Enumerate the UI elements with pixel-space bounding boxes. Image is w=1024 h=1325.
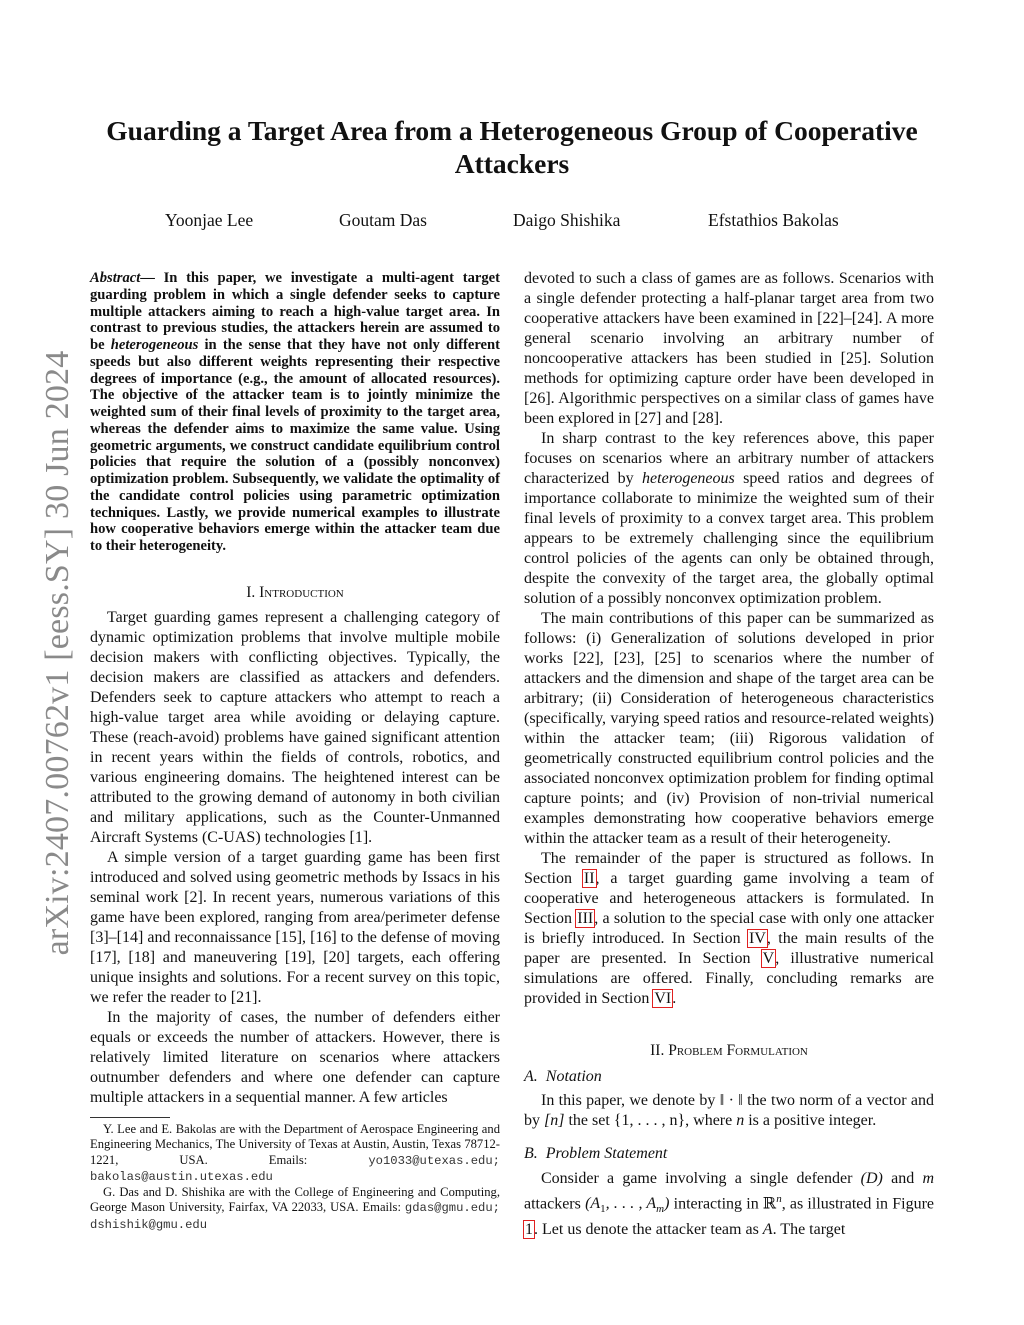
math: , . . . , A [605,1195,657,1213]
abstract [90,270,500,555]
section-link-iv[interactable]: IV [749,930,766,947]
email-links[interactable]: yo1033@utexas.edu; bakolas@austin.utexas.edu [90,1153,500,1184]
paragraph [524,849,934,1009]
math: 1 [600,1203,606,1216]
figure-link-1[interactable]: 1 [525,1220,533,1238]
affiliation-text: G. Das and D. Shishika are with the College of Engineering and Computing, George Mason University, Fairfax, VA 22033, USA. Emails: [90,1185,500,1215]
text: Consider a game involving a single defender [541,1170,861,1187]
footnote-affiliation [90,1122,500,1185]
arxiv-stamp: arXiv:2407.00762v1 [eess.SY] 30 Jun 2024 [39,350,76,956]
affiliation-text: Y. Lee and E. Bakolas are with the Department of Aerospace Engineering and Engineering Mechanics, The University of Texas at Austin, Austin, Texas 78712-1221, USA. Emails: [90,1122,500,1167]
text: In sharp contrast to the key references above, this paper focuses on scenarios where an arbitrary number of attackers characterized by [524,430,934,487]
email-links[interactable]: gdas@gmu.edu; dshishik@gmu.edu [90,1201,500,1232]
paragraph: In the majority of cases, the number of defenders either equals or exceeds the number of attackers. However, there is relatively limited literature on scenarios where attackers outnumber defenders and where one defender can capture multiple attackers in a sequential manner. A few articles [90,1009,500,1106]
paper-title: Guarding a Target Area from a Heterogeneous Group of Cooperative Attackers [106,115,918,179]
math: {1, . . . , n} [613,1112,686,1129]
footnote-affiliation [90,1185,500,1233]
abstract-text: — In this paper, we investigate a multi-agent target guarding problem in which a single defender seeks to capture multiple attackers aiming to reach a high-value target area. In contrast to previous studies, the attackers herein are assumed to be [90,270,500,353]
section-heading-problem-formulation: II. Problem Formulation [650,1042,808,1059]
text: , as illustrated in Figure [781,1195,935,1213]
text: and [882,1170,923,1187]
section-link-v[interactable]: V [762,950,775,967]
text: , the main results of the paper are presented. In Section [524,930,935,967]
math: ℝ [762,1195,777,1213]
section-link-ii[interactable]: II [583,870,595,887]
text: attackers [524,1195,586,1213]
text: , illustrative numerical simulations are offered. Finally, concluding remarks are provided in Section [524,950,935,1007]
footnote [90,1122,500,1233]
problem-statement-text [524,1169,934,1240]
text: . [672,990,677,1007]
text: is a positive integer. [744,1112,877,1129]
author-name: Daigo Shishika [513,210,621,230]
math: ) [664,1195,670,1213]
text: the set [564,1112,614,1129]
subsection-heading-problem-statement: B. Problem Statement [524,1145,668,1162]
subsection-heading-notation: A. Notation [524,1068,602,1085]
text: . Let us denote the attacker team as [534,1220,763,1238]
text: . The target [772,1220,846,1238]
section-link-iii[interactable]: III [577,910,594,927]
paragraph: Target guarding games represent a challenging category of dynamic optimization problems that involve multiple mobile decision makers with conflicting objectives. Typically, the decision makers are classified as attackers and defenders. Defenders seek to capture attackers who attempt to reach a high-value target area while avoiding or delaying capture. These (reach-avoid) problems have gained significant attention in recent years within the fields of controls, robotics, and various engineering domains. The heightened interest can be attributed to the growing demand of autonomy in both civilian and military applications, such as the Counter-Unmanned Aircraft Systems (C-UAS) technologies [1]. [90,609,500,846]
text: The remainder of the paper is structured as follows. In Section [524,850,934,887]
paragraph: The main contributions of this paper can be summarized as follows: (i) Generalization of solutions developed in prior works [22], [23], [25] to scenarios where the number of attackers and the dimension and shape of the target area can be arbitrary; (ii) Consideration of heterogeneous characteristics (specifically, varying speed ratios and resource-related weights) within the attacker team; (iii) Rigorous validation of geometrically constructed equilibrium control policies and the associated nonconvex optimization problem for finding optimal capture points; and (iv) Provision of non-trivial numerical examples demonstrating how cooperative behaviors emerge within the attacker team as a result of their heterogeneity. [524,610,934,847]
math: m [656,1203,665,1216]
introduction-text [90,608,500,1108]
emphasis: heterogeneous [642,470,735,487]
paragraph [524,1091,934,1131]
text: the two norm of a vector and by [524,1092,935,1129]
author-name: Efstathios Bakolas [708,210,839,230]
math: (D) [860,1170,883,1187]
author-name: Goutam Das [339,210,427,230]
text: , a solution to the special case with only one attacker is briefly introduced. In Section [524,910,934,947]
math: ‖ · ‖ [719,1092,743,1109]
math: m [922,1170,934,1187]
text: interacting in [669,1195,763,1213]
author-name: Yoonjae Lee [165,210,254,230]
math: (A [585,1195,601,1213]
math: A [762,1220,773,1238]
notation-text [524,1091,934,1131]
text: , a target guarding game involving a team of cooperative and heterogeneous attackers is formulated. In Section [524,870,934,927]
paragraph [524,429,934,609]
right-column-text [524,269,934,1009]
section-heading-introduction: I. Introduction [246,584,344,601]
math [585,1195,670,1216]
text: In this paper, we denote by [541,1092,720,1109]
paragraph: A simple version of a target guarding game has been first introduced and solved using geometric methods by Issacs in his seminal work [2]. In recent years, numerous variations of this game have been explored, ranging from area/perimeter defense [3]–[14] and reconnaissance [15], [16] to the defense of moving [17], [18] and maneuvering [19], [20] targets, each offering unique insights and solutions. For a recent survey on this topic, we refer the reader to [21]. [90,849,500,1006]
section-link-vi[interactable]: VI [654,990,672,1007]
paragraph: devoted to such a class of games are as follows. Scenarios with a single defender protecting a half-planar target area from two cooperative attackers have been examined in [22]–[24]. A more general scenario involving an arbitrary number of noncooperative attackers has been studied in [25]. Solution methods for optimizing capture order have been developed in [26]. Algorithmic perspectives on a similar class of games have been explored in [27] and [28]. [524,270,934,427]
paragraph [524,1169,934,1240]
abstract-label: Abstract [90,270,141,286]
abstract-emphasis: heterogeneous [110,337,199,353]
footnote-divider [90,1117,170,1118]
math: n [776,1193,782,1205]
abstract-text: in the sense that they have not only different speeds but also different weights representing their respective degrees of importance (e.g., the amount of allocated resources). The objective of the attacker team is to jointly minimize the weighted sum of their final levels of proximity to the target area, whereas the defender aims to maximize the same value. Using geometric arguments, we construct candidate equilibrium control policies that require the solution of a (possibly nonconvex) optimization problem. Subsequently, we validate the optimality of the candidate control policies using parametric optimization techniques. Lastly, we provide numerical examples to illustrate how cooperative behaviors emerge within the attacker team due to their heterogeneity. [90,337,500,554]
math: n [736,1112,745,1129]
text: , where [685,1112,737,1129]
text: speed ratios and degrees of importance collaborate to minimize the weighted sum of their final levels of proximity to a convex target area. This problem appears to be extremely challenging since the equilibrium control policies of the agents can only be obtained through, despite the convexity of the target area, the globally optimal solution of a possibly nonconvex optimization problem. [524,470,934,607]
math: [n] [544,1112,565,1129]
